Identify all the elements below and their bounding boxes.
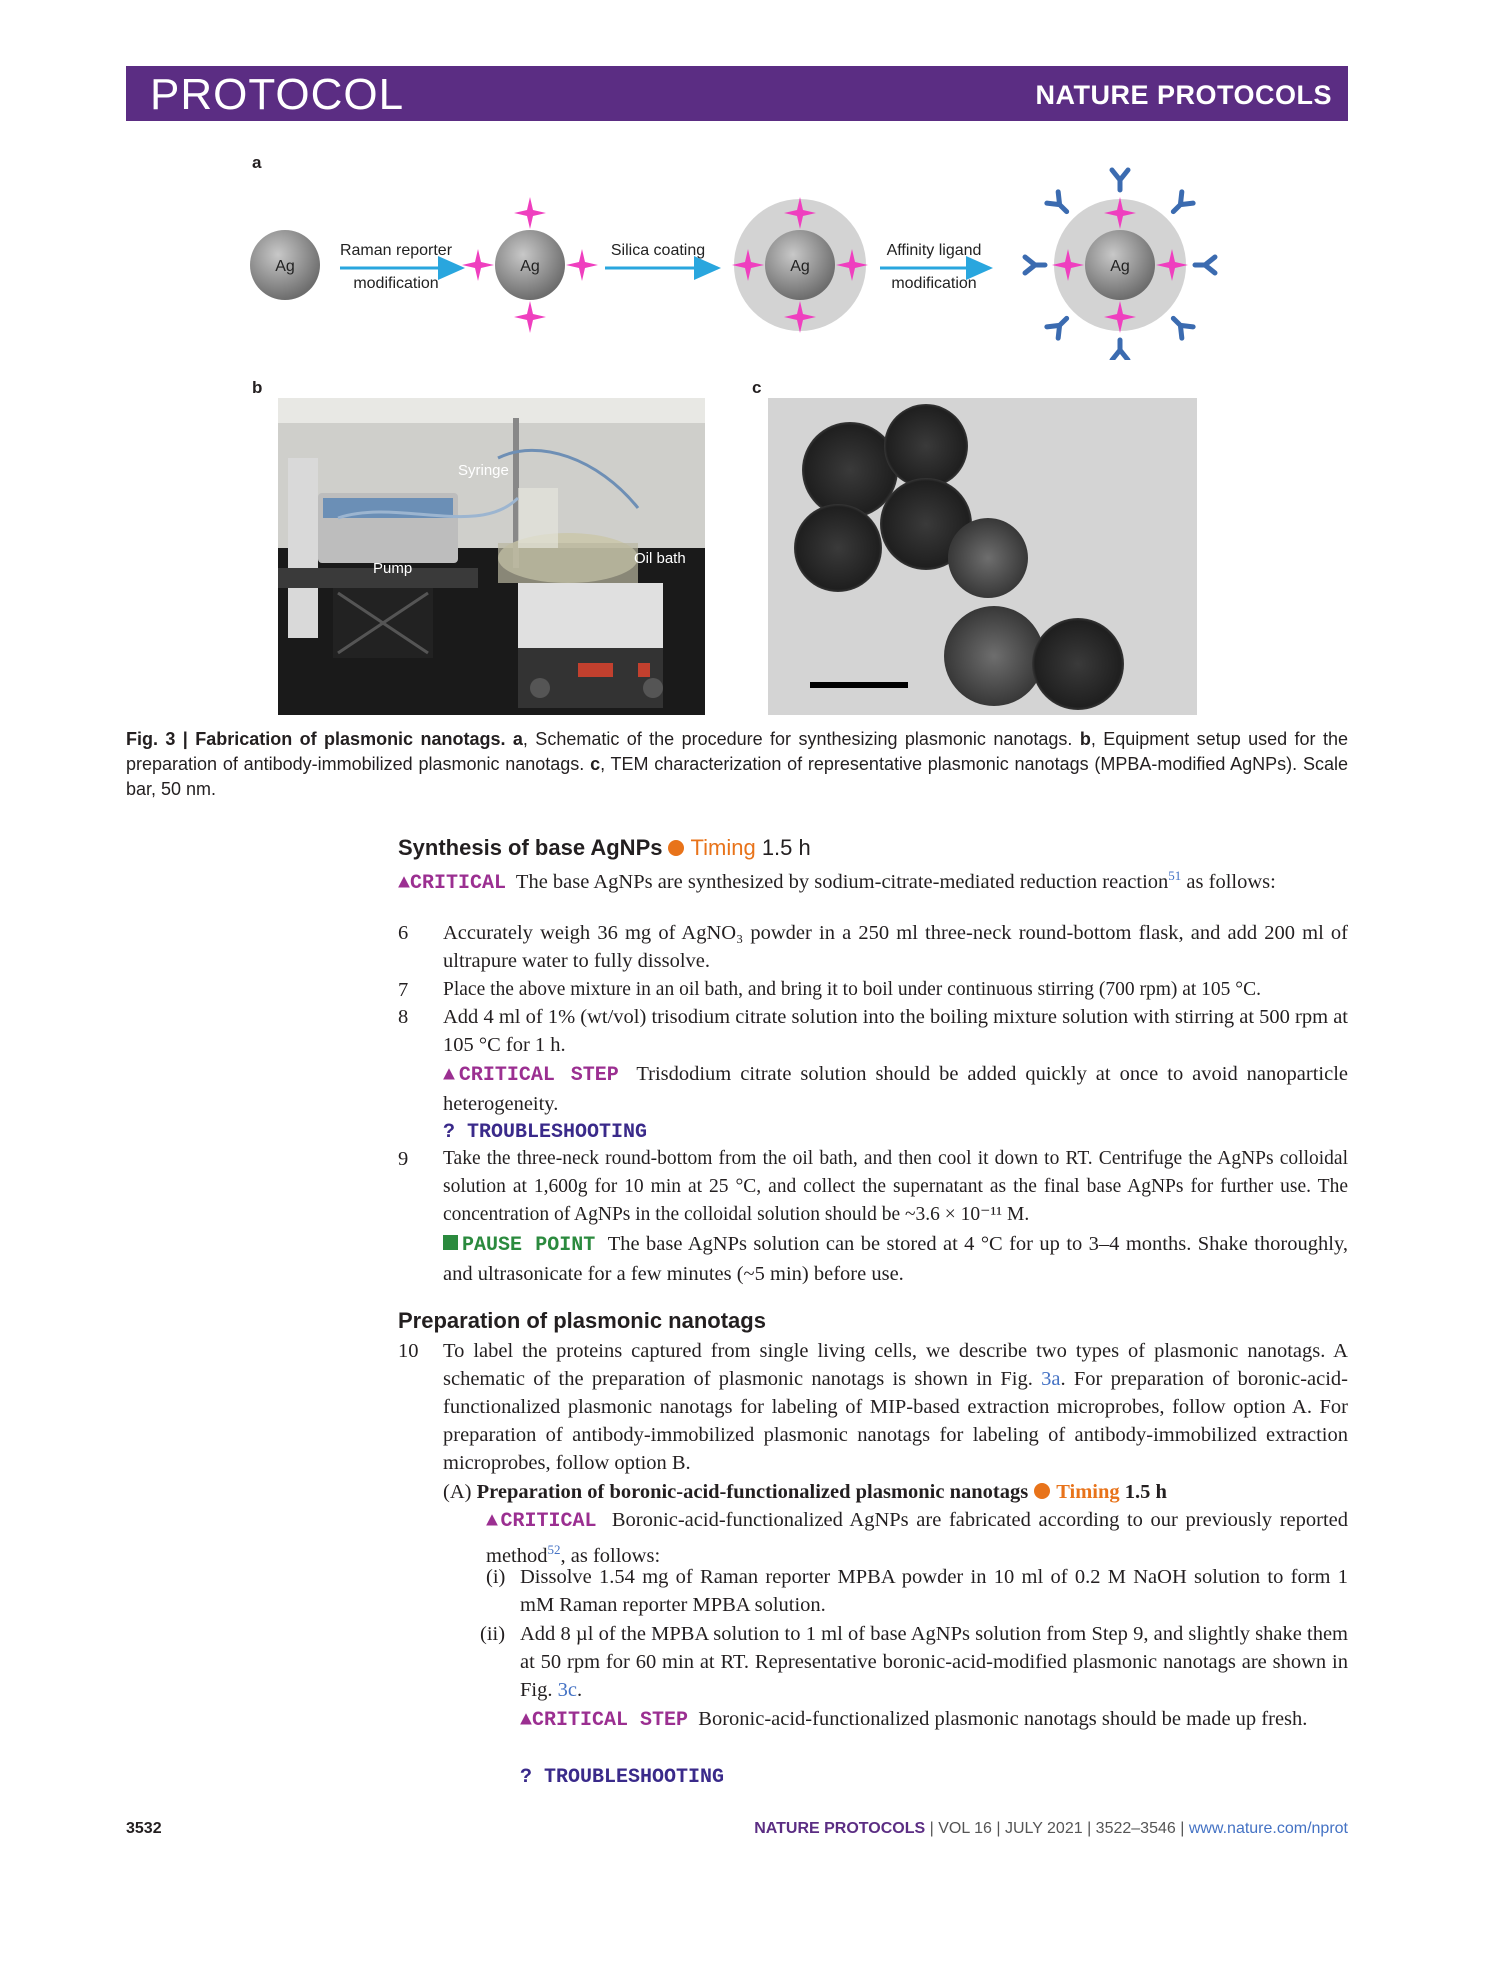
- step-9: 9 Take the three-neck round-bottom from the oil bath, and then cool it down to RT. Centrifuge the AgNPs colloidal solution at 1,600g for 10 min at 25 °C, and collect the supernatant as the final base AgNPs for further use. The concentration of AgNPs in the colloidal solution should be ~3.6 × 10⁻¹¹ M.: [398, 1148, 1348, 1225]
- step-10: 10 To label the proteins captured from single living cells, we describe two types of plasmonic nanotags. A schematic of the preparation of plasmonic nanotags is shown in Fig. 3a. For preparation of boronic-acid-functionalized plasmonic nanotags for labeling of MIP-based extraction microprobes, follow option A. For preparation of antibody-immobilized plasmonic nanotags for labeling of antibody-immobilized extraction microprobes, follow option B.: [398, 1340, 1348, 1474]
- step-8-troubleshooting: ? TROUBLESHOOTING: [443, 1121, 648, 1144]
- nanotag-schematic: [240, 160, 1240, 360]
- oil-bath-label: Oil bath: [634, 550, 686, 567]
- fig-3c-link[interactable]: 3c: [557, 1679, 577, 1701]
- scale-bar: [810, 682, 908, 688]
- arrow1-label-line2: modification: [353, 275, 439, 292]
- arrow3-label-line1: Affinity ligand: [886, 242, 982, 259]
- step-8: 8 Add 4 ml of 1% (wt/vol) trisodium citrate solution into the boiling mixture solution with stirring at 500 rpm at 105 °C for 1 h.: [398, 1006, 1348, 1056]
- svg-text:Ag: Ag: [1110, 258, 1130, 275]
- ag-label-1: Ag: [275, 258, 295, 275]
- tem-image: [768, 398, 1197, 715]
- section-heading-synthesis: Synthesis of base AgNPs Timing 1.5 h: [398, 835, 811, 860]
- page-header: [126, 66, 1348, 121]
- nanoparticle: [802, 422, 898, 518]
- panel-label-b: b: [252, 378, 263, 397]
- sub-step-ii-troubleshooting: ? TROUBLESHOOTING: [520, 1766, 725, 1789]
- arrow2-label: Silica coating: [610, 242, 706, 259]
- svg-text:Ag: Ag: [790, 258, 810, 275]
- svg-text:Ag: Ag: [520, 258, 540, 275]
- nanoparticle: [1032, 618, 1124, 710]
- nanoparticle: [884, 404, 968, 488]
- fig-3a-link[interactable]: 3a: [1041, 1368, 1061, 1390]
- equipment-photo: [278, 398, 705, 715]
- page-number: 3532: [126, 1820, 162, 1837]
- journal-name: NATURE PROTOCOLS: [1035, 80, 1332, 110]
- panel-label-c: c: [752, 378, 762, 397]
- panel-label-a: a: [252, 153, 262, 172]
- arrow3-label-line2: modification: [891, 275, 977, 292]
- option-a-heading: (A) Preparation of boronic-acid-functionalized plasmonic nanotags Timing 1.5 h: [443, 1481, 1167, 1503]
- footer-citation: NATURE PROTOCOLS | VOL 16 | JULY 2021 | 3522–3546 | www.nature.com/nprot: [754, 1820, 1348, 1837]
- pause-point: PAUSE POINT The base AgNPs solution can be stored at 4 °C for up to 3–4 months. Shake thoroughly, and ultrasonicate for a few minutes (~5 min) before use.: [443, 1233, 1348, 1285]
- step-6: 6 Accurately weigh 36 mg of AgNO₃ powder in a 250 ml three-neck round-bottom flask, and add 200 ml of ultrapure water to fully dissolve.: [398, 922, 1348, 972]
- sub-step-ii-critical: ▲CRITICAL STEP Boronic-acid-functionalized plasmonic nanotags should be made up fresh.: [520, 1708, 1308, 1732]
- pause-square-icon: [443, 1235, 458, 1250]
- section-heading-preparation: Preparation of plasmonic nanotags: [398, 1308, 766, 1333]
- nanoparticle: [944, 606, 1044, 706]
- pump-label: Pump: [373, 560, 413, 577]
- option-a-critical: ▲CRITICAL Boronic-acid-functionalized AgNPs are fabricated according to our previously reported method$^{52}$, as follows:: [486, 1509, 1348, 1567]
- journal-url-link[interactable]: www.nature.com/nprot: [1188, 1820, 1348, 1837]
- step-8-critical: ▲CRITICAL STEP Trisdodium citrate solution should be added quickly at once to avoid nanoparticle heterogeneity.: [443, 1063, 1348, 1115]
- timing-dot-icon: [1034, 1483, 1050, 1499]
- nanoparticle: [948, 518, 1028, 598]
- timing-dot-icon: [668, 840, 684, 856]
- section-label: PROTOCOL: [150, 70, 405, 119]
- step-7: 7 Place the above mixture in an oil bath, and bring it to boil under continuous stirring (700 rpm) at 105 °C.: [398, 979, 1261, 1001]
- section1-critical: ▲CRITICAL The base AgNPs are synthesized by sodium-citrate-mediated reduction reaction$^{51}$ as follows:: [398, 868, 1276, 895]
- syringe-label: Syringe: [458, 462, 509, 479]
- arrow1-label-line1: Raman reporter: [339, 242, 453, 259]
- figure-caption: Fig. 3 | Fabrication of plasmonic nanotags. a, Schematic of the procedure for synthesizing plasmonic nanotags. b, Equipment setup used for the preparation of antibody-immobilized plasmonic nanotags. c, TEM characterization of representative plasmonic nanotags (MPBA-modified AgNPs). Scale bar, 50 nm.: [126, 729, 1348, 799]
- nanoparticle: [794, 504, 882, 592]
